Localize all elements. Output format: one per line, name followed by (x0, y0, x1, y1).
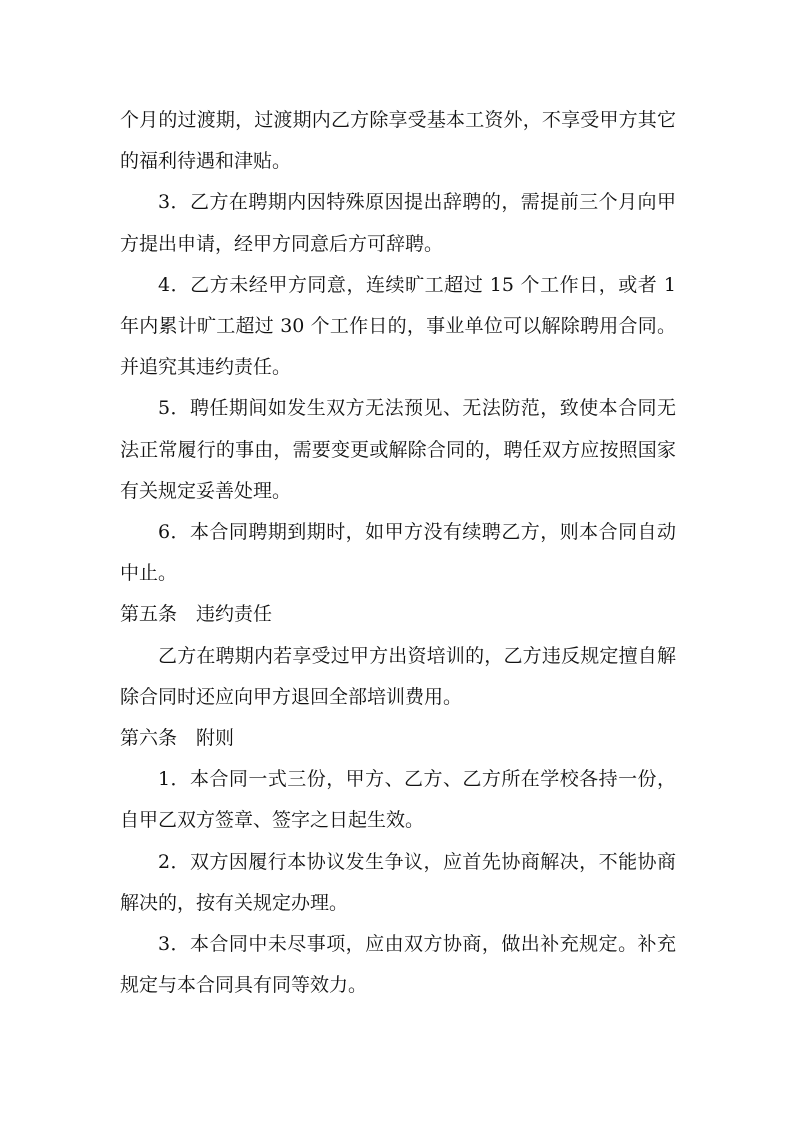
paragraph-transition-period: 个月的过渡期，过渡期内乙方除享受基本工资外，不享受甲方其它的福利待遇和津贴。 (120, 109, 676, 173)
paragraph-breach-liability: 乙方在聘期内若享受过甲方出资培训的，乙方违反规定擅自解除合同时还应向甲方退回全部培训费用。 (120, 644, 676, 708)
section-heading-article-5: 第五条 违约责任 (120, 603, 273, 626)
paragraph-clause-3: 3．乙方在聘期内因特殊原因提出辞聘的，需提前三个月向甲方提出申请，经甲方同意后方可辞聘。 (120, 191, 676, 255)
document-body (120, 100, 676, 1006)
paragraph-annex-1: 1．本合同一式三份，甲方、乙方、乙方所在学校各持一份，自甲乙双方签章、签字之日起生效。 (120, 768, 676, 832)
section-heading-article-6: 第六条 附则 (120, 727, 235, 750)
paragraph-annex-2: 2．双方因履行本协议发生争议，应首先协商解决，不能协商解决的，按有关规定办理。 (120, 850, 676, 914)
paragraph-clause-6: 6．本合同聘期到期时，如甲方没有续聘乙方，则本合同自动中止。 (120, 521, 676, 585)
paragraph-annex-3: 3．本合同中未尽事项，应由双方协商，做出补充规定。补充规定与本合同具有同等效力。 (120, 933, 676, 997)
paragraph-clause-4: 4．乙方未经甲方同意，连续旷工超过 15 个工作日，或者 1 年内累计旷工超过 30 个工作日的，事业单位可以解除聘用合同。并追究其违约责任。 (120, 273, 676, 379)
paragraph-clause-5: 5．聘任期间如发生双方无法预见、无法防范，致使本合同无法正常履行的事由，需要变更或解除合同的，聘任双方应按照国家有关规定妥善处理。 (120, 397, 676, 502)
